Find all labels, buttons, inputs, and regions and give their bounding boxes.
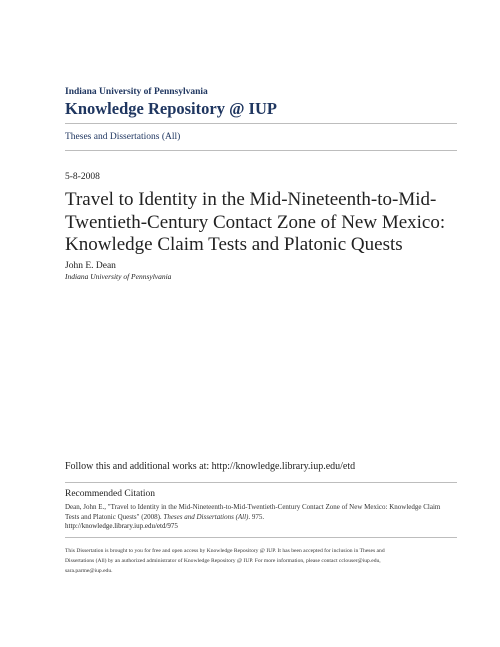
follow-link[interactable]: http://knowledge.library.iup.edu/etd: [211, 461, 356, 472]
title-line: Knowledge Claim Tests and Platonic Quests: [65, 234, 403, 255]
citation-series: Theses and Dissertations (All): [163, 512, 249, 521]
collection-divider: [65, 150, 457, 151]
document-title: [65, 189, 465, 257]
citation-line: [65, 522, 457, 532]
publication-date: 5-8-2008: [65, 172, 100, 182]
recommended-citation-heading: Recommended Citation: [65, 489, 155, 499]
header-divider: [65, 123, 457, 124]
footnote-line: This Dissertation is brought to you for free and open access by Knowledge Repository @ IUP. It has been accepted for inclusion in Theses and: [65, 548, 385, 554]
citation-text: Tests and Platonic Quests" (2008).: [65, 512, 164, 521]
citation-line: [65, 513, 457, 523]
follow-prefix: Follow this and additional works at:: [65, 461, 212, 472]
footnote-line: Dissertations (All) by an authorized administrator of Knowledge Repository @ IUP. For more information, please contact cclouser@iup.edu,: [65, 557, 381, 564]
follow-statement: [65, 461, 355, 472]
repository-name[interactable]: Knowledge Repository @ IUP: [65, 99, 277, 118]
recommended-citation: [65, 503, 457, 532]
citation-link[interactable]: http://knowledge.library.iup.edu/etd/975: [65, 522, 178, 531]
footnote-line: sara.parme@iup.edu.: [65, 567, 113, 574]
citation-text: . 975.: [248, 512, 265, 521]
author-name[interactable]: John E. Dean: [65, 261, 116, 271]
footnote-divider: [65, 537, 457, 538]
title-line: Twentieth-Century Contact Zone of New Mexico:: [65, 211, 446, 233]
author-affiliation: Indiana University of Pennsylvania: [65, 272, 172, 281]
access-footnote: [65, 547, 457, 576]
title-line: Travel to Identity in the Mid-Nineteenth-to-Mid-: [65, 189, 437, 210]
citation-divider: [65, 482, 457, 483]
citation-line: Dean, John E., "Travel to Identity in the Mid-Nineteenth-to-Mid-Twentieth-Century Contact Zone of New Mexico: Knowledge Claim: [65, 503, 441, 511]
university-name: Indiana University of Pennsylvania: [65, 87, 208, 97]
collection-link[interactable]: Theses and Dissertations (All): [65, 132, 181, 142]
